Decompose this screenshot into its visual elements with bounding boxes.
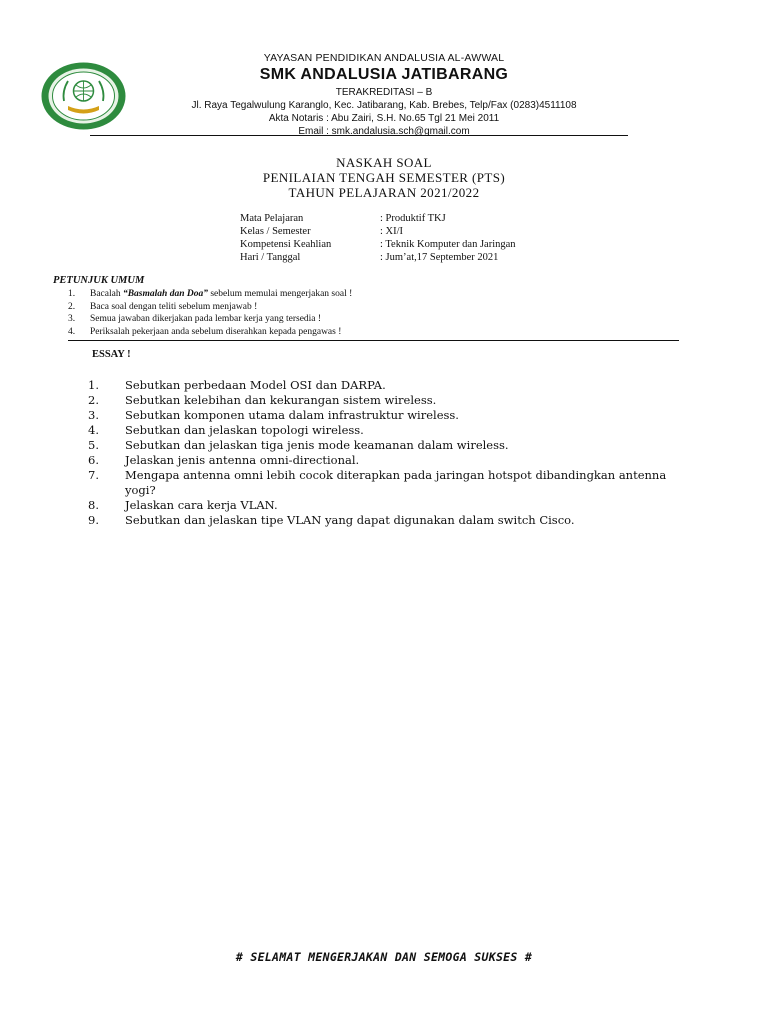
instruction-item	[68, 326, 352, 339]
instruction-text: Bacalah “Basmalah dan Doa” sebelum memulai mengerjakan soal !	[90, 289, 353, 299]
instructions-heading: PETUNJUK UMUM	[53, 275, 145, 286]
question-number: 3.	[88, 408, 99, 422]
academic-year: TAHUN PELAJARAN 2021/2022	[288, 185, 480, 200]
doc-title: NASKAH SOAL	[336, 155, 432, 170]
question-number: 1.	[88, 378, 99, 392]
question-number: 9.	[88, 513, 99, 527]
info-value: : Jum’at,17 September 2021	[380, 252, 499, 263]
question-text: Sebutkan perbedaan Model OSI dan DARPA.	[125, 378, 386, 392]
question-item	[88, 423, 683, 438]
instruction-number: 1.	[68, 289, 76, 299]
instruction-text: Baca soal dengan teliti sebelum menjawab !	[90, 301, 258, 312]
question-item	[88, 468, 683, 498]
basmalah-emphasis: “Basmalah dan Doa”	[122, 289, 208, 299]
info-value: : Produktif TKJ	[380, 213, 446, 224]
question-text: Jelaskan jenis antenna omni-directional.	[125, 453, 360, 467]
instruction-number: 3.	[68, 314, 76, 324]
accreditation: TERAKREDITASI – B	[335, 87, 433, 98]
info-label: Mata Pelajaran	[240, 213, 304, 224]
question-text: Mengapa antenna omni lebih cocok diterapkan pada jaringan hotspot dibandingkan antenna yogi?	[125, 468, 667, 497]
question-item	[88, 378, 683, 393]
info-label: Hari / Tanggal	[240, 252, 301, 263]
info-row-subject	[240, 212, 516, 225]
question-text: Sebutkan dan jelaskan topologi wireless.	[125, 423, 364, 437]
question-number: 6.	[88, 453, 99, 467]
question-item	[88, 408, 683, 423]
instruction-item	[68, 301, 352, 314]
question-text: Sebutkan komponen utama dalam infrastruktur wireless.	[125, 408, 459, 422]
question-number: 5.	[88, 438, 99, 452]
essay-questions	[88, 378, 683, 528]
question-item	[88, 498, 683, 513]
instruction-text: Periksalah pekerjaan anda sebelum diserahkan kepada pengawas !	[90, 326, 342, 337]
section-divider	[68, 340, 679, 341]
question-item	[88, 393, 683, 408]
instruction-number: 4.	[68, 326, 76, 337]
question-number: 4.	[88, 423, 99, 437]
instruction-item	[68, 288, 352, 301]
info-row-competency	[240, 238, 516, 251]
info-row-date	[240, 251, 516, 264]
exam-info-table	[240, 212, 516, 264]
question-number: 7.	[88, 468, 99, 482]
question-item	[88, 453, 683, 468]
letterhead-divider	[90, 135, 628, 136]
question-text: Sebutkan kelebihan dan kekurangan sistem wireless.	[125, 393, 437, 407]
info-label: Kompetensi Keahlian	[240, 239, 332, 250]
info-label: Kelas / Semester	[240, 226, 311, 237]
instruction-number: 2.	[68, 301, 76, 312]
question-text: Sebutkan dan jelaskan tipe VLAN yang dapat digunakan dalam switch Cisco.	[125, 513, 575, 527]
question-number: 8.	[88, 498, 99, 512]
question-item	[88, 513, 683, 528]
school-name: SMK ANDALUSIA JATIBARANG	[259, 66, 509, 83]
question-item	[88, 438, 683, 453]
foundation-name: YAYASAN PENDIDIKAN ANDALUSIA AL-AWWAL	[263, 52, 505, 64]
question-text: Jelaskan cara kerja VLAN.	[125, 498, 278, 512]
instruction-item	[68, 313, 352, 326]
school-email: Email : smk.andalusia.sch@gmail.com	[298, 126, 470, 135]
question-text: Sebutkan dan jelaskan tiga jenis mode keamanan dalam wireless.	[125, 438, 509, 452]
info-row-class	[240, 225, 516, 238]
question-number: 2.	[88, 393, 99, 407]
exam-title: PENILAIAN TENGAH SEMESTER (PTS)	[262, 170, 506, 185]
info-value: : Teknik Komputer dan Jaringan	[380, 239, 516, 250]
notary-deed: Akta Notaris : Abu Zairi, S.H. No.65 Tgl 21 Mei 2011	[268, 113, 500, 124]
closing-message: # SELAMAT MENGERJAKAN DAN SEMOGA SUKSES #	[235, 950, 533, 964]
school-address: Jl. Raya Tegalwulung Karanglo, Kec. Jatibarang, Kab. Brebes, Telp/Fax (0283)4511108	[191, 100, 577, 111]
info-value: : XI/I	[380, 226, 404, 237]
instructions-list	[68, 288, 352, 338]
instruction-text: Semua jawaban dikerjakan pada lembar kerja yang tersedia !	[90, 314, 322, 324]
essay-heading: ESSAY !	[92, 349, 131, 360]
